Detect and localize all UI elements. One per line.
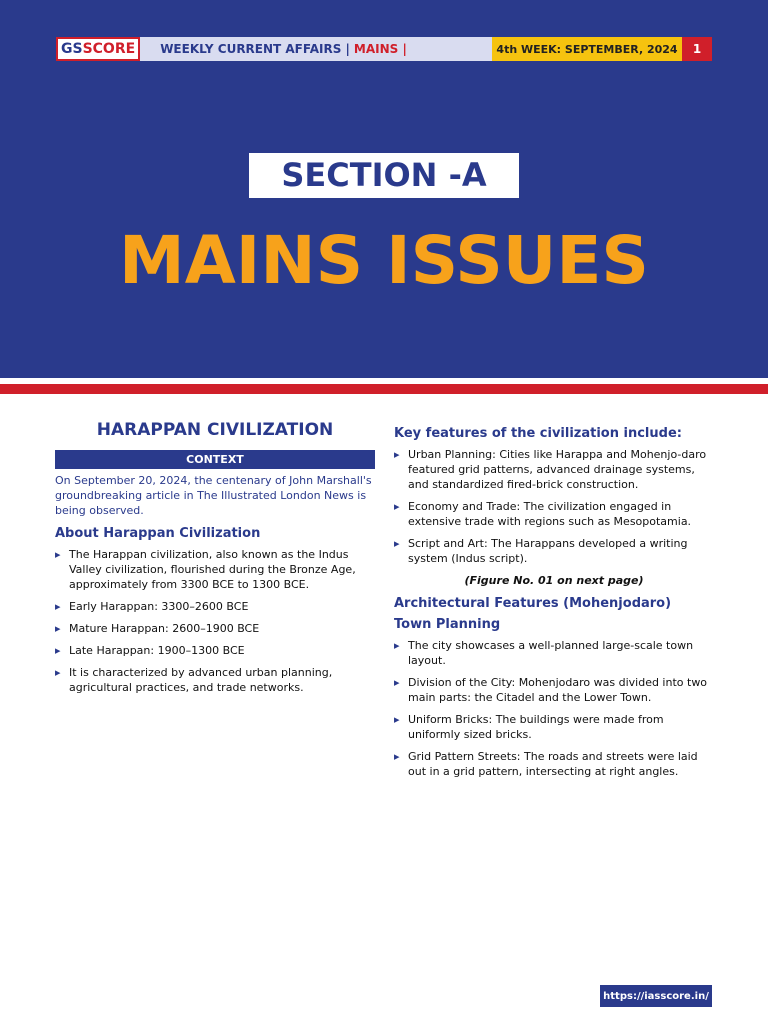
list-item: ▸ It is characterized by advanced urban planning, agricultural practices, and trade networks. — [55, 665, 375, 695]
list-item: ▸ Urban Planning: Cities like Harappa and Mohenjo-daro featured grid patterns, advanced drainage systems, and standardized fired-brick construction. — [394, 447, 714, 492]
header-stripe — [0, 378, 768, 394]
list-item: ▸ The Harappan civilization, also known as the Indus Valley civilization, flourished during the Bronze Age, approximately from 3300 BCE to 1300 BCE. — [55, 547, 375, 592]
logo-text-a: GS — [61, 41, 83, 57]
list-item: ▸ Uniform Bricks: The buildings were made from uniformly sized bricks. — [394, 712, 714, 742]
list-item: ▸ Mature Harappan: 2600–1900 BCE — [55, 621, 375, 636]
key-features-heading: Key features of the civilization include: — [394, 426, 682, 441]
article-heading: HARAPPAN CIVILIZATION — [96, 420, 334, 440]
header-title: WEEKLY CURRENT AFFAIRS | — [160, 42, 350, 56]
list-item: ▸ Early Harappan: 3300–2600 BCE — [55, 599, 375, 614]
main-content — [0, 394, 768, 786]
town-list — [394, 638, 714, 779]
arch-heading: Architectural Features (Mohenjodaro) — [394, 596, 672, 611]
gsscore-logo — [56, 37, 140, 61]
footer-link[interactable]: https://iasscore.in/ — [600, 985, 712, 1007]
list-item: ▸ Grid Pattern Streets: The roads and streets were laid out in a grid pattern, intersecting at right angles. — [394, 749, 714, 779]
context-label: CONTEXT — [55, 450, 375, 469]
key-features-list — [394, 447, 714, 566]
page-number: 1 — [682, 37, 712, 61]
list-item: ▸ Late Harappan: 1900–1300 BCE — [55, 643, 375, 658]
hero-banner — [0, 0, 768, 378]
about-heading: About Harappan Civilization — [55, 526, 261, 541]
page-title: MAINS ISSUES — [119, 222, 649, 299]
week-label: 4th WEEK: SEPTEMBER, 2024 — [492, 37, 682, 61]
right-column — [394, 420, 714, 786]
list-item: ▸ Script and Art: The Harappans developed a writing system (Indus script). — [394, 536, 714, 566]
logo-text-b: SCORE — [82, 41, 136, 57]
page-header — [56, 37, 712, 61]
about-points — [55, 547, 375, 695]
section-label: SECTION -A — [249, 153, 519, 198]
header-title-bar — [140, 37, 492, 61]
list-item: ▸ Economy and Trade: The civilization engaged in extensive trade with regions such as Mesopotamia. — [394, 499, 714, 529]
left-column — [55, 420, 375, 786]
list-item: ▸ The city showcases a well-planned large-scale town layout. — [394, 638, 714, 668]
header-tag: MAINS | — [353, 42, 407, 56]
town-heading: Town Planning — [394, 617, 501, 632]
figure-note: (Figure No. 01 on next page) — [464, 574, 644, 587]
context-text: On September 20, 2024, the centenary of John Marshall's groundbreaking article in The Illustrated London News is being observed. — [55, 474, 372, 517]
list-item: ▸ Division of the City: Mohenjodaro was divided into two main parts: the Citadel and the Lower Town. — [394, 675, 714, 705]
